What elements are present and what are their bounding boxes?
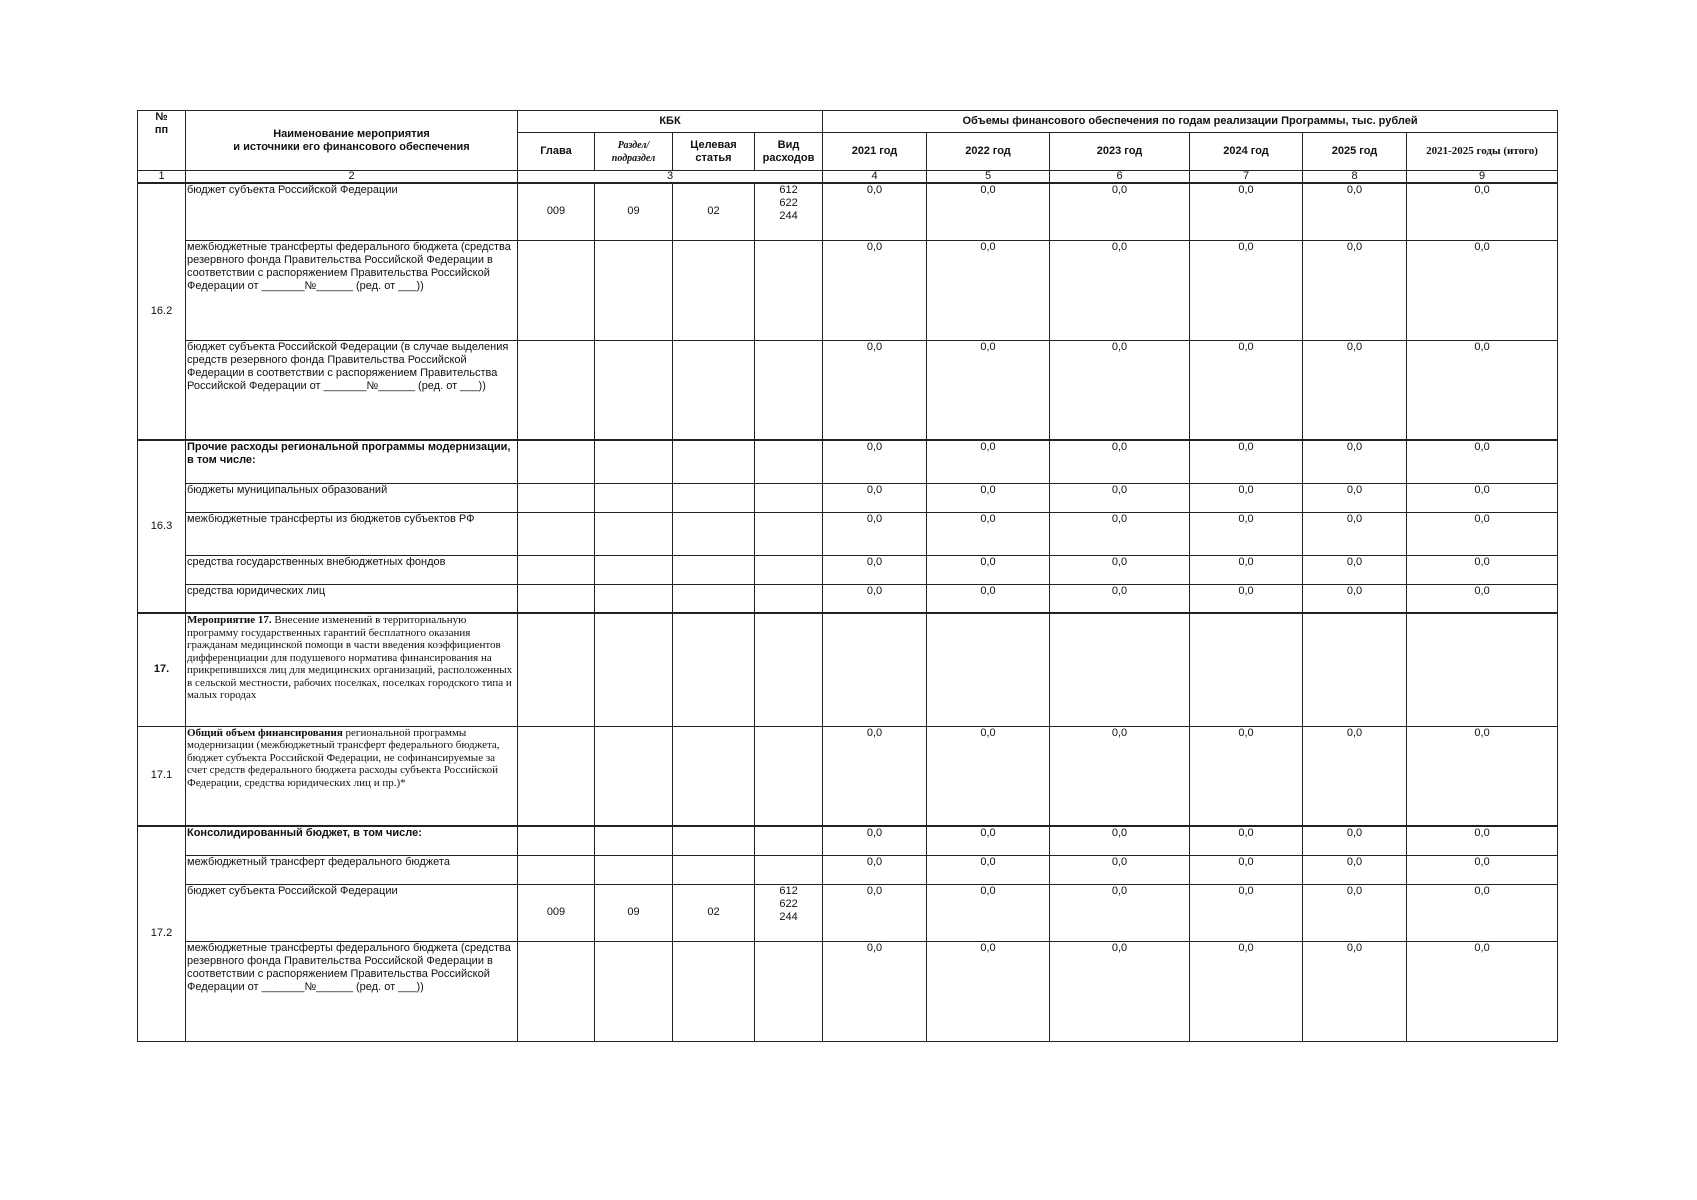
value-cell: 0,0	[1190, 240, 1303, 340]
value-cell: 0,0	[1303, 884, 1407, 941]
value-cell: 0,0	[823, 512, 927, 555]
kbk-razdel: 09	[595, 183, 673, 240]
value-cell: 0,0	[823, 826, 927, 855]
col-number: 3	[518, 171, 823, 184]
value-cell: 0,0	[1407, 584, 1558, 613]
value-cell: 0,0	[1407, 726, 1558, 826]
col-number: 5	[927, 171, 1050, 184]
table-row	[138, 512, 1558, 555]
value-cell: 0,0	[927, 584, 1050, 613]
value-cell: 0,0	[1407, 941, 1558, 1041]
row-name-bold: Мероприятие 17.	[187, 614, 272, 626]
value-cell: 0,0	[1190, 440, 1303, 483]
value-cell: 0,0	[1050, 941, 1190, 1041]
row-name: межбюджетные трансферты федерального бюджета (средства резервного фонда Правительства Российской Федерации в соответствии с распоряжением Правительства Российской Федерации от _______№______ (ред. от ___))	[186, 240, 518, 340]
row-number: 17.	[138, 613, 186, 726]
value-cell: 0,0	[927, 884, 1050, 941]
header-year-2025: 2025 год	[1303, 133, 1407, 171]
value-cell: 0,0	[1407, 440, 1558, 483]
value-cell: 0,0	[823, 340, 927, 440]
table-row	[138, 884, 1558, 941]
value-cell: 0,0	[1303, 483, 1407, 512]
value-cell: 0,0	[927, 240, 1050, 340]
value-cell: 0,0	[1190, 884, 1303, 941]
value-cell: 0,0	[1050, 584, 1190, 613]
value-cell: 0,0	[927, 555, 1050, 584]
value-cell: 0,0	[1303, 555, 1407, 584]
table-row	[138, 240, 1558, 340]
header-year-2022: 2022 год	[927, 133, 1050, 171]
kbk-vid: 612 622 244	[755, 183, 823, 240]
value-cell: 0,0	[823, 483, 927, 512]
kbk-glava: 009	[518, 183, 595, 240]
value-cell: 0,0	[1303, 240, 1407, 340]
value-cell: 0,0	[823, 584, 927, 613]
value-cell: 0,0	[1407, 512, 1558, 555]
row-name: бюджет субъекта Российской Федерации	[186, 183, 518, 240]
value-cell: 0,0	[1050, 240, 1190, 340]
value-cell: 0,0	[1050, 726, 1190, 826]
value-cell: 0,0	[1050, 340, 1190, 440]
table-row	[138, 855, 1558, 884]
table-row	[138, 340, 1558, 440]
row-number: 16.3	[138, 440, 186, 613]
table-row	[138, 726, 1558, 826]
value-cell: 0,0	[1050, 884, 1190, 941]
value-cell: 0,0	[927, 440, 1050, 483]
row-name: бюджет субъекта Российской Федерации (в случае выделения средств резервного фонда Правительства Российской Федерации в соответствии с распоряжением Правительства Российской Федерации от _______№______ (ред. от ___))	[186, 340, 518, 440]
value-cell: 0,0	[927, 855, 1050, 884]
value-cell: 0,0	[1407, 240, 1558, 340]
kbk-vid: 612 622 244	[755, 884, 823, 941]
value-cell: 0,0	[1190, 726, 1303, 826]
table-row	[138, 483, 1558, 512]
value-cell: 0,0	[1050, 483, 1190, 512]
header-razdel: Раздел/ подраздел	[595, 133, 673, 171]
value-cell: 0,0	[927, 826, 1050, 855]
row-name: Консолидированный бюджет, в том числе:	[186, 826, 518, 855]
value-cell: 0,0	[1050, 512, 1190, 555]
value-cell: 0,0	[823, 884, 927, 941]
row-name	[186, 613, 518, 726]
header-glava: Глава	[518, 133, 595, 171]
table-row	[138, 555, 1558, 584]
row-name: межбюджетные трансферты федерального бюджета (средства резервного фонда Правительства Российской Федерации в соответствии с распоряжением Правительства Российской Федерации от _______№______ (ред. от ___))	[186, 941, 518, 1041]
row-name-bold: Общий объем финансирования	[187, 726, 343, 739]
header-year-2021: 2021 год	[823, 133, 927, 171]
value-cell: 0,0	[1407, 340, 1558, 440]
value-cell: 0,0	[1190, 183, 1303, 240]
col-number: 9	[1407, 171, 1558, 184]
value-cell: 0,0	[1190, 826, 1303, 855]
table-row	[138, 584, 1558, 613]
value-cell: 0,0	[927, 941, 1050, 1041]
value-cell: 0,0	[1407, 855, 1558, 884]
row-name: бюджет субъекта Российской Федерации	[186, 884, 518, 941]
row-number: 16.2	[138, 183, 186, 440]
header-tselevaya: Целевая статья	[673, 133, 755, 171]
value-cell: 0,0	[823, 555, 927, 584]
header-volumes: Объемы финансового обеспечения по годам реализации Программы, тыс. рублей	[823, 111, 1558, 133]
value-cell: 0,0	[1407, 884, 1558, 941]
row-number: 17.2	[138, 826, 186, 1041]
table-row	[138, 826, 1558, 855]
value-cell: 0,0	[1050, 855, 1190, 884]
col-number: 7	[1190, 171, 1303, 184]
value-cell: 0,0	[1407, 483, 1558, 512]
col-number: 6	[1050, 171, 1190, 184]
value-cell: 0,0	[1303, 183, 1407, 240]
value-cell: 0,0	[1303, 941, 1407, 1041]
col-number: 8	[1303, 171, 1407, 184]
value-cell: 0,0	[823, 726, 927, 826]
row-name: Прочие расходы региональной программы модернизации, в том числе:	[186, 440, 518, 483]
table-row	[138, 941, 1558, 1041]
value-cell: 0,0	[1190, 584, 1303, 613]
value-cell: 0,0	[823, 941, 927, 1041]
table-row	[138, 183, 1558, 240]
header-kbk: КБК	[518, 111, 823, 133]
row-number: 17.1	[138, 726, 186, 826]
kbk-glava: 009	[518, 884, 595, 941]
value-cell: 0,0	[1050, 183, 1190, 240]
col-number: 4	[823, 171, 927, 184]
table-row	[138, 613, 1558, 726]
value-cell: 0,0	[927, 183, 1050, 240]
value-cell: 0,0	[1190, 855, 1303, 884]
value-cell: 0,0	[1190, 340, 1303, 440]
value-cell: 0,0	[1303, 826, 1407, 855]
row-name: средства юридических лиц	[186, 584, 518, 613]
budget-document	[137, 110, 1557, 1042]
value-cell: 0,0	[1050, 555, 1190, 584]
value-cell: 0,0	[927, 340, 1050, 440]
row-name: межбюджетный трансферт федерального бюджета	[186, 855, 518, 884]
header-year-total: 2021-2025 годы (итого)	[1407, 133, 1558, 171]
value-cell: 0,0	[1303, 726, 1407, 826]
kbk-razdel: 09	[595, 884, 673, 941]
row-name	[186, 726, 518, 826]
row-name-rest: Внесение изменений в территориальную программу государственных гарантий бесплатного оказания гражданам медицинской помощи в части введения коэффициентов дифференциации для подушевого норматива финансирования на прикрепившихся лиц для медицинских организаций, расположенных в сельской местности, рабочих поселках, поселках городского типа и малых городах	[187, 614, 513, 701]
row-name: средства государственных внебюджетных фондов	[186, 555, 518, 584]
value-cell: 0,0	[1190, 555, 1303, 584]
value-cell: 0,0	[927, 483, 1050, 512]
row-name: межбюджетные трансферты из бюджетов субъектов РФ	[186, 512, 518, 555]
row-name: бюджеты муниципальных образований	[186, 483, 518, 512]
header-name: Наименование мероприятия и источники его финансового обеспечения	[186, 111, 518, 171]
value-cell: 0,0	[823, 183, 927, 240]
value-cell: 0,0	[1190, 483, 1303, 512]
financing-table	[137, 110, 1558, 1042]
value-cell: 0,0	[823, 855, 927, 884]
value-cell: 0,0	[1303, 584, 1407, 613]
value-cell: 0,0	[927, 726, 1050, 826]
value-cell: 0,0	[1407, 555, 1558, 584]
value-cell: 0,0	[1407, 826, 1558, 855]
value-cell: 0,0	[1190, 941, 1303, 1041]
value-cell: 0,0	[823, 240, 927, 340]
table-row	[138, 440, 1558, 483]
kbk-tselevaya: 02	[673, 183, 755, 240]
row-name-rest: региональной программы модернизации (межбюджетный трансферт федерального бюджета, бюджет субъекта Российской Федерации, не софинансируемые за счет средств федерального бюджета расходы субъекта Российской Федерации, средства юридических лиц и пр.)*	[187, 726, 500, 789]
header-year-2023: 2023 год	[1050, 133, 1190, 171]
value-cell: 0,0	[1303, 440, 1407, 483]
header-num: № пп	[138, 111, 186, 171]
value-cell: 0,0	[927, 512, 1050, 555]
value-cell: 0,0	[1407, 183, 1558, 240]
value-cell: 0,0	[823, 440, 927, 483]
value-cell: 0,0	[1303, 512, 1407, 555]
header-vid: Вид расходов	[755, 133, 823, 171]
value-cell: 0,0	[1050, 826, 1190, 855]
value-cell: 0,0	[1050, 440, 1190, 483]
kbk-tselevaya: 02	[673, 884, 755, 941]
value-cell: 0,0	[1303, 340, 1407, 440]
value-cell: 0,0	[1190, 512, 1303, 555]
col-number: 1	[138, 171, 186, 184]
column-numbers-row	[138, 171, 1558, 184]
col-number: 2	[186, 171, 518, 184]
header-year-2024: 2024 год	[1190, 133, 1303, 171]
value-cell: 0,0	[1303, 855, 1407, 884]
